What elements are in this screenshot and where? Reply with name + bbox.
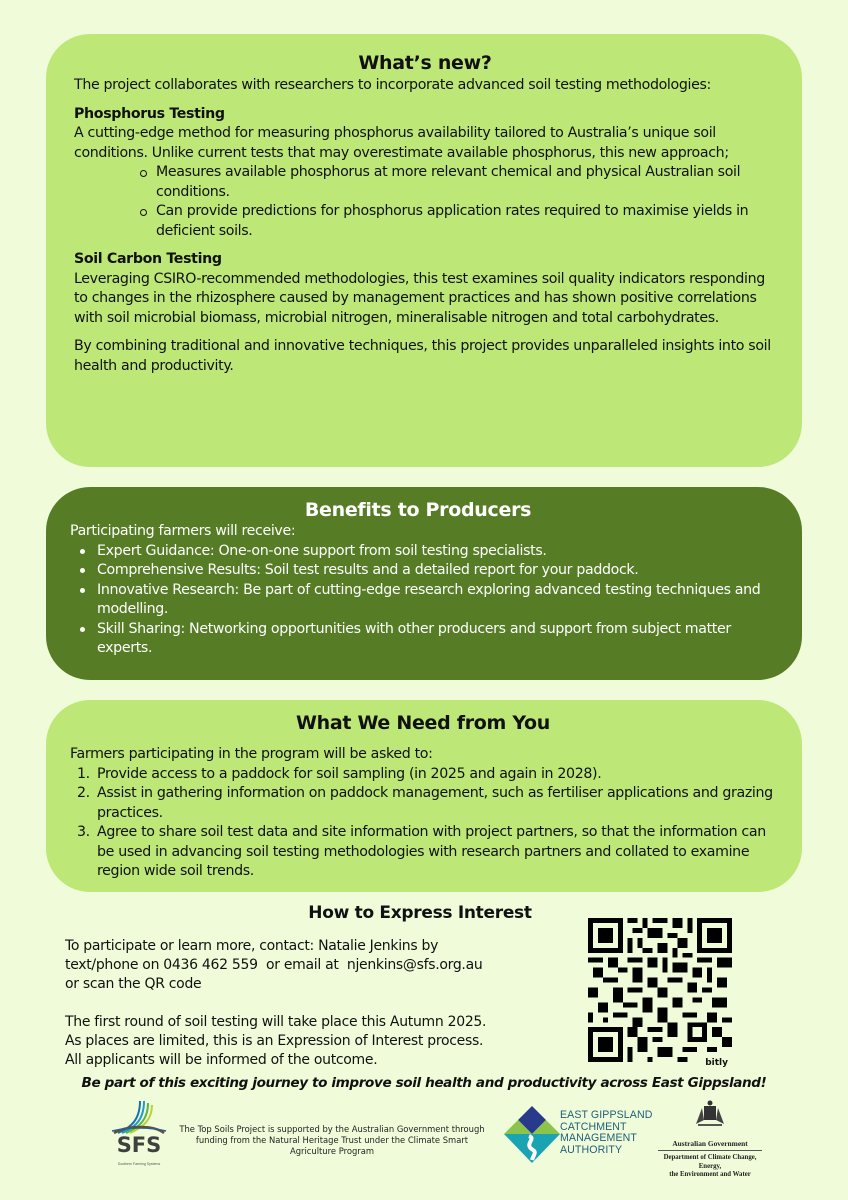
- gov-dept-line-2: the Environment and Water: [669, 1171, 751, 1178]
- sfs-logo: [110, 1097, 168, 1171]
- australian-government-logo: [656, 1100, 764, 1180]
- contact-line-1: To participate or learn more, contact: Natalie Jenkins by: [65, 938, 439, 954]
- contact-line-3: or scan the QR code: [65, 976, 202, 992]
- gov-divider: [658, 1150, 762, 1151]
- sfs-subtitle: Southern Farming Systems: [117, 1162, 161, 1166]
- whats-new-closing: By combining traditional and innovative techniques, this project provides unparalleled insights into soil health and productivity.: [74, 338, 771, 374]
- list-item: Comprehensive Results: Soil test results and a detailed report for your paddock.: [97, 561, 766, 581]
- benefits-title: Benefits to Producers: [304, 499, 532, 521]
- qr-code-icon: [588, 918, 732, 1062]
- phosphorus-heading: Phosphorus Testing: [74, 105, 225, 122]
- list-item: Measures available phosphorus at more relevant chemical and physical Australian soil conditions.: [156, 163, 776, 202]
- needs-panel: [46, 700, 802, 892]
- carbon-text: Leveraging CSIRO-recommended methodologies, this test examines soil quality indicators responding to changes in the rhizosphere caused by management practices and has shown positive correlations with soil microbial biomass, microbial nitrogen, mineralisable nitrogen and total carbohydrates.: [74, 270, 765, 326]
- sfs-swoosh-icon: [110, 1097, 168, 1135]
- benefits-body: [70, 522, 766, 659]
- gov-dept-line-1: Department of Climate Change, Energy,: [663, 1154, 757, 1170]
- list-item: 3. Agree to share soil test data and site information with project partners, so that the information can be used in advancing soil testing methodologies with research partners and collated to examine region wide soil trends.: [77, 824, 766, 879]
- phosphorus-bullets: [74, 163, 776, 241]
- whats-new-panel: [46, 34, 802, 467]
- phosphorus-text: A cutting-edge method for measuring phosphorus availability tailored to Australia’s unique soil conditions. Unlike current tests that may overestimate available phosphorus, this new approach;: [74, 125, 729, 161]
- interest-title: How to Express Interest: [308, 903, 532, 923]
- qr-label: bitly: [705, 1058, 728, 1068]
- list-item: Can provide predictions for phosphorus application rates required to maximise yields in deficient soils.: [156, 202, 776, 241]
- gov-title: Australian Government: [672, 1139, 748, 1148]
- needs-list: [70, 765, 776, 882]
- whats-new-body: [74, 76, 776, 376]
- benefits-list: [70, 542, 766, 659]
- egcma-diamond-icon: [503, 1106, 561, 1164]
- needs-title: What We Need from You: [295, 712, 551, 734]
- benefits-intro: Participating farmers will receive:: [70, 523, 296, 539]
- info-line-1: The first round of soil testing will take place this Autumn 2025.: [65, 1014, 487, 1030]
- list-item: 2. Assist in gathering information on paddock management, such as fertiliser applications and grazing practices.: [77, 785, 773, 821]
- list-item: Expert Guidance: One-on-one support from soil testing specialists.: [97, 542, 766, 562]
- benefits-panel: [46, 487, 802, 680]
- needs-intro: Farmers participating in the program will be asked to:: [70, 746, 433, 762]
- list-item: Innovative Research: Be part of cutting-edge research exploring advanced testing techniques and modelling.: [97, 581, 766, 620]
- list-item: Skill Sharing: Networking opportunities with other producers and support from subject matter experts.: [97, 620, 766, 659]
- funding-note: The Top Soils Project is supported by the Australian Government through funding from the Natural Heritage Trust under the Climate Smart Agriculture Program: [179, 1124, 485, 1156]
- sfs-wordmark: SFS: [116, 1133, 162, 1157]
- qr-code[interactable]: [588, 918, 732, 1068]
- coat-of-arms-icon: [692, 1100, 728, 1128]
- tagline: Be part of this exciting journey to improve soil health and productivity across East Gippsland!: [81, 1075, 767, 1091]
- carbon-heading: Soil Carbon Testing: [74, 251, 222, 267]
- whats-new-intro: The project collaborates with researchers to incorporate advanced soil testing methodologies:: [74, 77, 711, 93]
- needs-body: [70, 745, 776, 882]
- info-line-3: All applicants will be informed of the outcome.: [65, 1052, 378, 1068]
- egcma-logo: [503, 1106, 561, 1164]
- egcma-wordmark: EAST GIPPSLAND CATCHMENT MANAGEMENT AUTHORITY: [560, 1109, 653, 1156]
- info-line-2: As places are limited, this is an Expression of Interest process.: [65, 1033, 484, 1049]
- list-item: 1. Provide access to a paddock for soil sampling (in 2025 and again in 2028).: [77, 765, 602, 782]
- interest-body: [65, 937, 585, 1070]
- contact-line-2: text/phone on 0436 462 559 or email at njenkins@sfs.org.au: [65, 957, 483, 973]
- whats-new-title: What’s new?: [358, 52, 492, 74]
